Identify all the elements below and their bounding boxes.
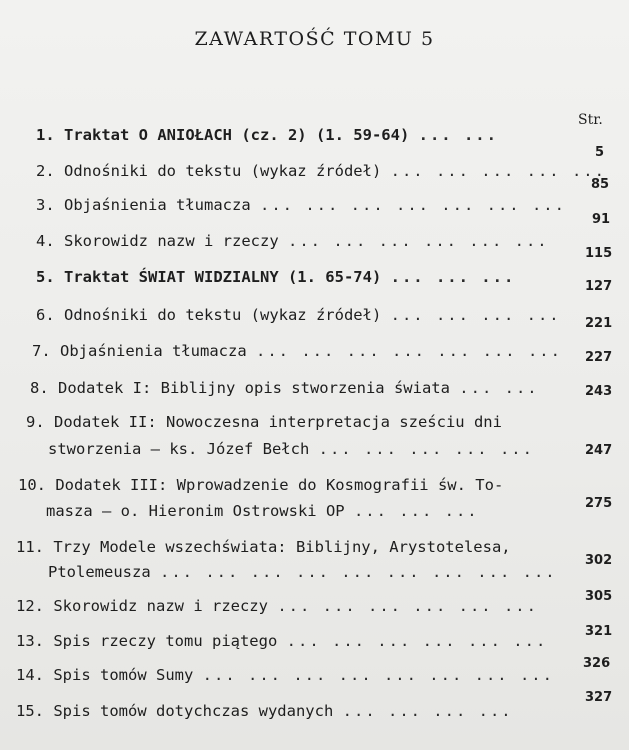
entry-title: Dodatek I: Biblijny opis stworzenia świata [58,379,450,397]
entry-number: 11. [16,538,44,556]
entry-title: Objaśnienia tłumacza [64,196,251,214]
entry-title: Spis rzeczy tomu piątego [53,632,278,650]
entry-number: 2. [36,162,55,180]
leader-dots: ... ... [418,126,498,144]
entry-title-continued: masza — o. Hieronim Ostrowski OP [46,502,345,520]
entry-number: 6. [36,306,55,324]
entry-page-number: 275 [585,496,613,511]
entry-number: 15. [16,702,44,720]
entry-page-number: 327 [585,690,613,705]
entry-page-number: 91 [592,212,611,227]
entry-title: Skorowidz nazw i rzeczy [64,232,279,250]
entry-title: Odnośniki do tekstu (wykaz źródeł) [64,306,382,324]
entry-title: Spis tomów dotychczas wydanych [53,702,334,720]
leader-dots: ... ... ... ... ... ... [277,597,538,615]
leader-dots: ... ... ... ... ... [318,440,534,458]
leader-dots: ... ... ... ... ... ... [288,232,549,250]
entry-number: 7. [32,342,51,360]
entry-title-continued: stworzenia — ks. Józef Bełch [48,440,310,458]
entry-page-number: 243 [585,384,613,399]
entry-title: Skorowidz nazw i rzeczy [53,597,268,615]
entry-number: 1. [36,126,55,144]
leader-dots: ... ... ... ... ... ... ... [256,342,562,360]
entry-number: 10. [18,476,46,494]
entry-page-number: 321 [585,624,613,639]
entry-number: 14. [16,666,44,684]
entry-title: Dodatek III: Wprowadzenie do Kosmografii św. To- [55,476,504,494]
entry-title-continued: Ptolemeusza [48,563,151,581]
entry-number: 5. [36,268,55,286]
entry-page-number: 326 [583,656,611,671]
leader-dots: ... ... ... ... ... [390,162,606,180]
leader-dots: ... ... ... ... [390,306,561,324]
entry-title: Spis tomów Sumy [53,666,194,684]
entry-page-number: 305 [585,589,613,604]
entry-page-number: 85 [591,177,610,192]
leader-dots: ... ... ... ... [342,702,513,720]
entry-page-number: 302 [585,553,613,568]
entry-number: 4. [36,232,55,250]
entry-number: 13. [16,632,44,650]
leader-dots: ... ... ... ... ... ... ... ... [202,666,554,684]
entry-page-number: 127 [585,279,613,294]
leader-dots: ... ... ... ... ... ... ... ... ... [160,563,557,581]
entry-page-number: 221 [585,316,613,331]
leader-dots: ... ... ... [353,502,479,520]
pages-column-header: Str. [578,112,603,128]
entry-number: 8. [30,379,49,397]
entry-title: Traktat ŚWIAT WIDZIALNY (1. 65-74) [64,268,382,286]
entry-number: 12. [16,597,44,615]
leader-dots: ... ... ... [390,268,516,286]
leader-dots: ... ... [459,379,539,397]
entry-title: Dodatek II: Nowoczesna interpretacja sześciu dni [54,413,502,431]
entry-page-number: 227 [585,350,613,365]
entry-number: 9. [26,413,45,431]
entry-page-number: 115 [585,246,613,261]
leader-dots: ... ... ... ... ... ... ... [260,196,566,214]
entry-number: 3. [36,196,55,214]
page-title: ZAWARTOŚĆ TOMU 5 [194,28,435,50]
leader-dots: ... ... ... ... ... ... [286,632,548,650]
entry-page-number: 5 [595,145,605,160]
entry-title: Odnośniki do tekstu (wykaz źródeł) [64,162,382,180]
entry-title: Objaśnienia tłumacza [60,342,247,360]
entry-title: Traktat O ANIOŁACH (cz. 2) (1. 59-64) [64,126,410,144]
entry-page-number: 247 [585,443,613,458]
entry-title: Trzy Modele wszechświata: Biblijny, Arystotelesa, [53,538,511,556]
